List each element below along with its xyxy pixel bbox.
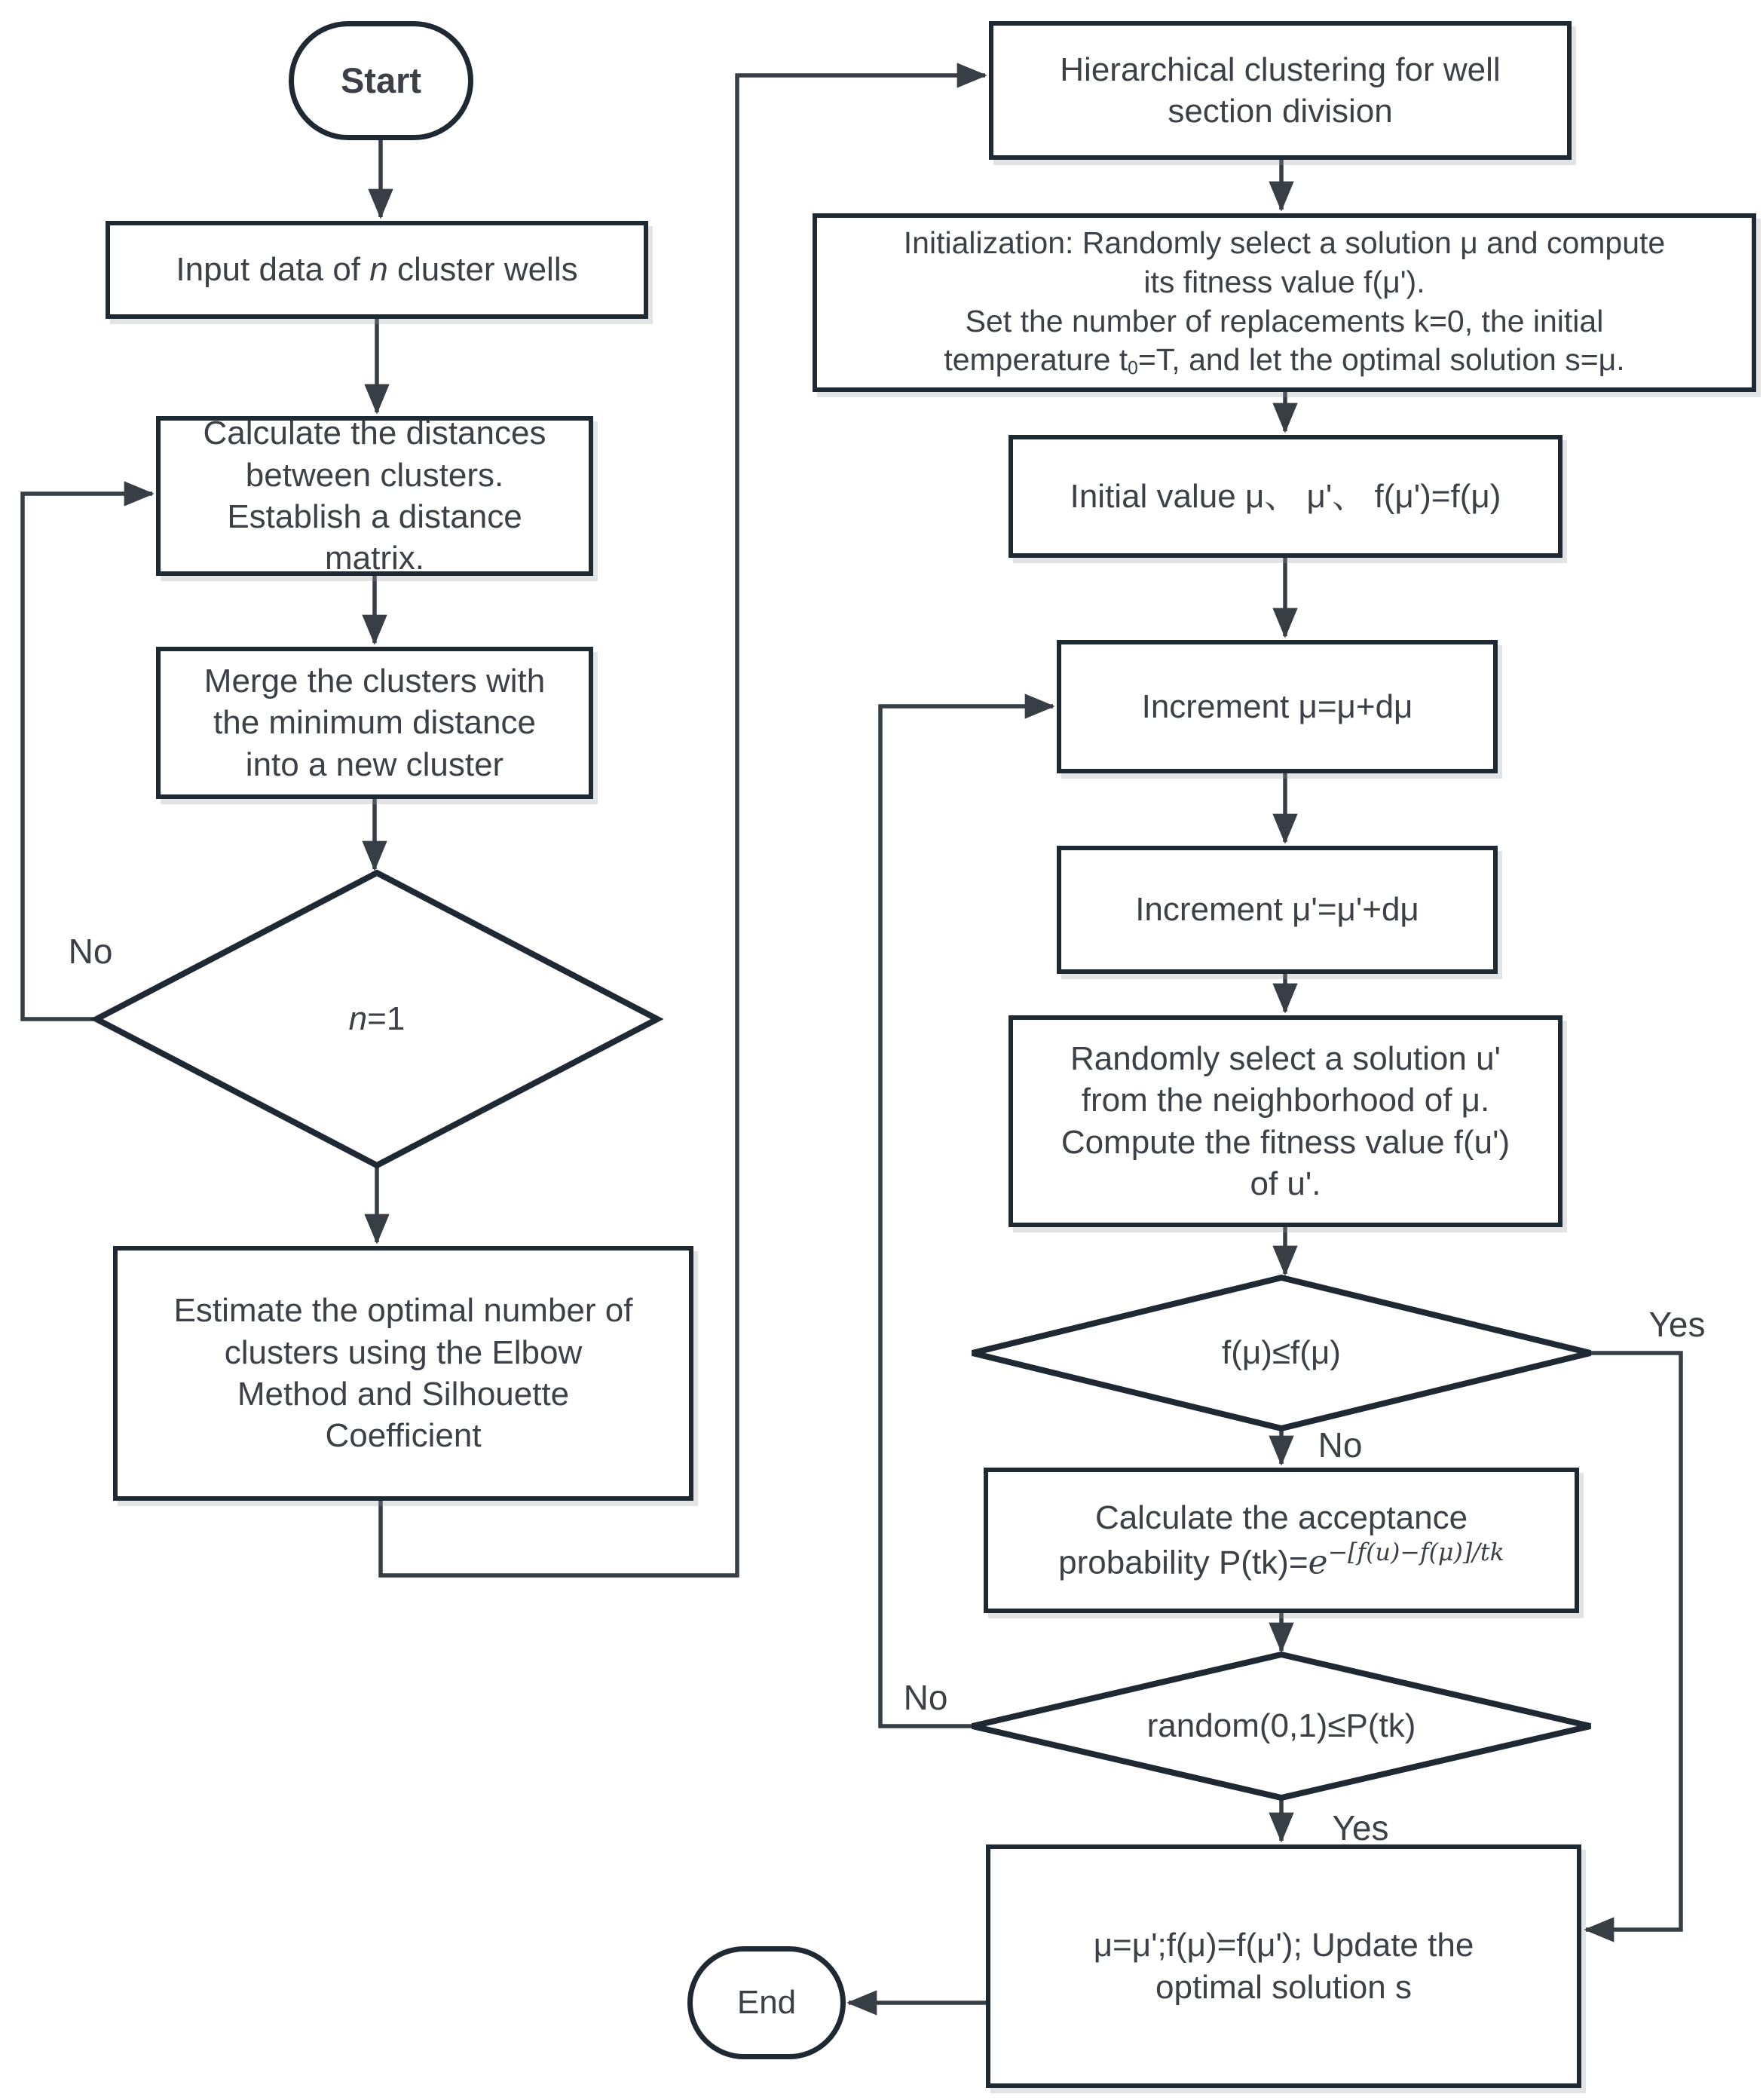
node-text-span: e	[1308, 1543, 1328, 1582]
node-text-line	[204, 412, 546, 454]
node-text-span: clusters using the Elbow	[224, 1333, 583, 1371]
node-text-line	[1070, 1038, 1501, 1079]
node-text-span: Increment μ'=μ'+dμ	[1135, 891, 1419, 929]
node-text-span: =1	[367, 1000, 406, 1038]
node-input-data	[106, 221, 648, 319]
node-fitness-compare	[972, 1278, 1590, 1428]
node-text-span: its fitness value f(μ').	[1143, 264, 1425, 299]
node-text-span: random(0,1)≤P(tk)	[1146, 1707, 1416, 1745]
node-text-line	[1168, 90, 1392, 132]
branch-label-no-2: No	[1318, 1425, 1363, 1465]
node-random-neighbor	[1009, 1015, 1563, 1227]
node-text-span: μ=μ';f(μ)=f(μ'); Update the	[1093, 1927, 1474, 1964]
node-text-span: End	[736, 1984, 797, 2022]
node-initialization	[813, 213, 1756, 392]
node-text-line	[341, 58, 421, 103]
node-text-line	[1143, 263, 1425, 302]
node-text-line	[246, 744, 503, 785]
node-increment-mu-prime	[1057, 846, 1498, 974]
node-initial-value	[1009, 435, 1563, 558]
node-text-span: temperature t	[944, 342, 1128, 378]
edge-fitnesscompare-yes-path	[1586, 1353, 1681, 1930]
node-text-span: −[f(u)−f(μ)]/tk	[1327, 1539, 1504, 1567]
node-text-line	[1222, 1332, 1341, 1373]
node-text-span: from the neighborhood of μ.	[1081, 1082, 1490, 1119]
node-text-line	[904, 224, 1665, 263]
node-text-line	[225, 1332, 582, 1373]
node-n-equals-1	[96, 873, 657, 1165]
node-text-line	[1058, 1538, 1504, 1584]
node-text-span: matrix.	[325, 540, 424, 577]
node-text-span: Coefficient	[325, 1417, 482, 1455]
node-text-line	[737, 1982, 796, 2023]
node-text-line	[1095, 1497, 1468, 1538]
node-text-line	[227, 496, 522, 537]
branch-label-no-0: No	[68, 932, 113, 971]
node-text-span: n	[348, 1000, 368, 1038]
node-text-line	[204, 660, 545, 702]
node-text-span: into a new cluster	[245, 745, 504, 783]
node-random-compare	[972, 1655, 1590, 1798]
node-text-line	[1070, 476, 1501, 517]
node-text-span: Establish a distance	[227, 498, 522, 535]
node-start	[289, 21, 473, 140]
node-text-span: Calculate the distances	[203, 415, 546, 452]
node-text-line	[1061, 1122, 1510, 1163]
node-text-span: Start	[340, 60, 422, 101]
node-text-span: of u'.	[1250, 1165, 1321, 1202]
node-text-span: n	[369, 251, 388, 289]
node-text-span: =T, and let the optimal solution s=μ.	[1137, 342, 1625, 378]
node-text-span: Method and Silhouette	[237, 1376, 570, 1413]
node-text-span: Merge the clusters with	[204, 662, 546, 699]
node-text-span: optimal solution s	[1155, 1968, 1412, 2006]
node-text-line	[1082, 1079, 1489, 1121]
node-text-line	[246, 455, 503, 496]
node-text-line	[1135, 889, 1419, 930]
node-calc-distances	[156, 416, 593, 576]
node-text-span: between clusters.	[245, 456, 504, 494]
node-text-span: Hierarchical clustering for well	[1060, 51, 1501, 88]
node-text-span: probability P(tk)=	[1058, 1544, 1308, 1581]
node-text-span: Set the number of replacements k=0, the initial	[965, 303, 1604, 338]
node-acceptance-probability	[984, 1468, 1579, 1613]
node-text-line	[1147, 1705, 1416, 1746]
node-text-span: 0	[1128, 358, 1138, 379]
node-text-line	[966, 302, 1604, 341]
node-text-span: Estimate the optimal number of	[173, 1292, 633, 1330]
node-text-span: Initial value μ、 μ'、 f(μ')=f(μ)	[1070, 477, 1501, 515]
node-hierarchical-clustering	[989, 21, 1572, 160]
node-merge-clusters	[156, 647, 593, 799]
node-text-span: section division	[1168, 93, 1393, 130]
node-text-line	[325, 537, 424, 579]
node-text-line	[174, 1290, 633, 1331]
node-text-line	[349, 998, 406, 1039]
node-update-solution	[986, 1844, 1581, 2088]
node-text-line	[1060, 49, 1500, 90]
node-text-span: Compute the fitness value f(u')	[1061, 1123, 1510, 1161]
node-estimate-clusters	[113, 1246, 693, 1501]
node-text-line	[1142, 686, 1413, 727]
node-end	[687, 1946, 846, 2059]
node-text-line	[1155, 1967, 1412, 2008]
node-text-line	[1094, 1924, 1474, 1966]
node-text-span: f(μ)≤f(μ)	[1222, 1334, 1341, 1372]
branch-label-yes-4: Yes	[1332, 1808, 1389, 1847]
node-text-span: Calculate the acceptance	[1094, 1498, 1468, 1536]
node-increment-mu	[1057, 640, 1498, 773]
branch-label-no-3: No	[903, 1678, 948, 1717]
node-text-line	[237, 1373, 569, 1415]
node-text-span: Initialization: Randomly select a solution μ and compute	[903, 225, 1666, 261]
node-text-line	[325, 1415, 481, 1456]
node-text-span: cluster wells	[387, 251, 578, 289]
node-text-span: Increment μ=μ+dμ	[1141, 687, 1413, 725]
node-text-line	[176, 249, 577, 290]
branch-label-yes-1: Yes	[1648, 1305, 1706, 1344]
node-text-span: Input data of	[176, 251, 370, 289]
node-text-line	[1250, 1163, 1321, 1205]
node-text-span: the minimum distance	[213, 704, 536, 742]
node-text-line	[944, 341, 1624, 381]
node-text-span: Randomly select a solution u'	[1070, 1039, 1501, 1077]
node-text-line	[213, 702, 536, 743]
